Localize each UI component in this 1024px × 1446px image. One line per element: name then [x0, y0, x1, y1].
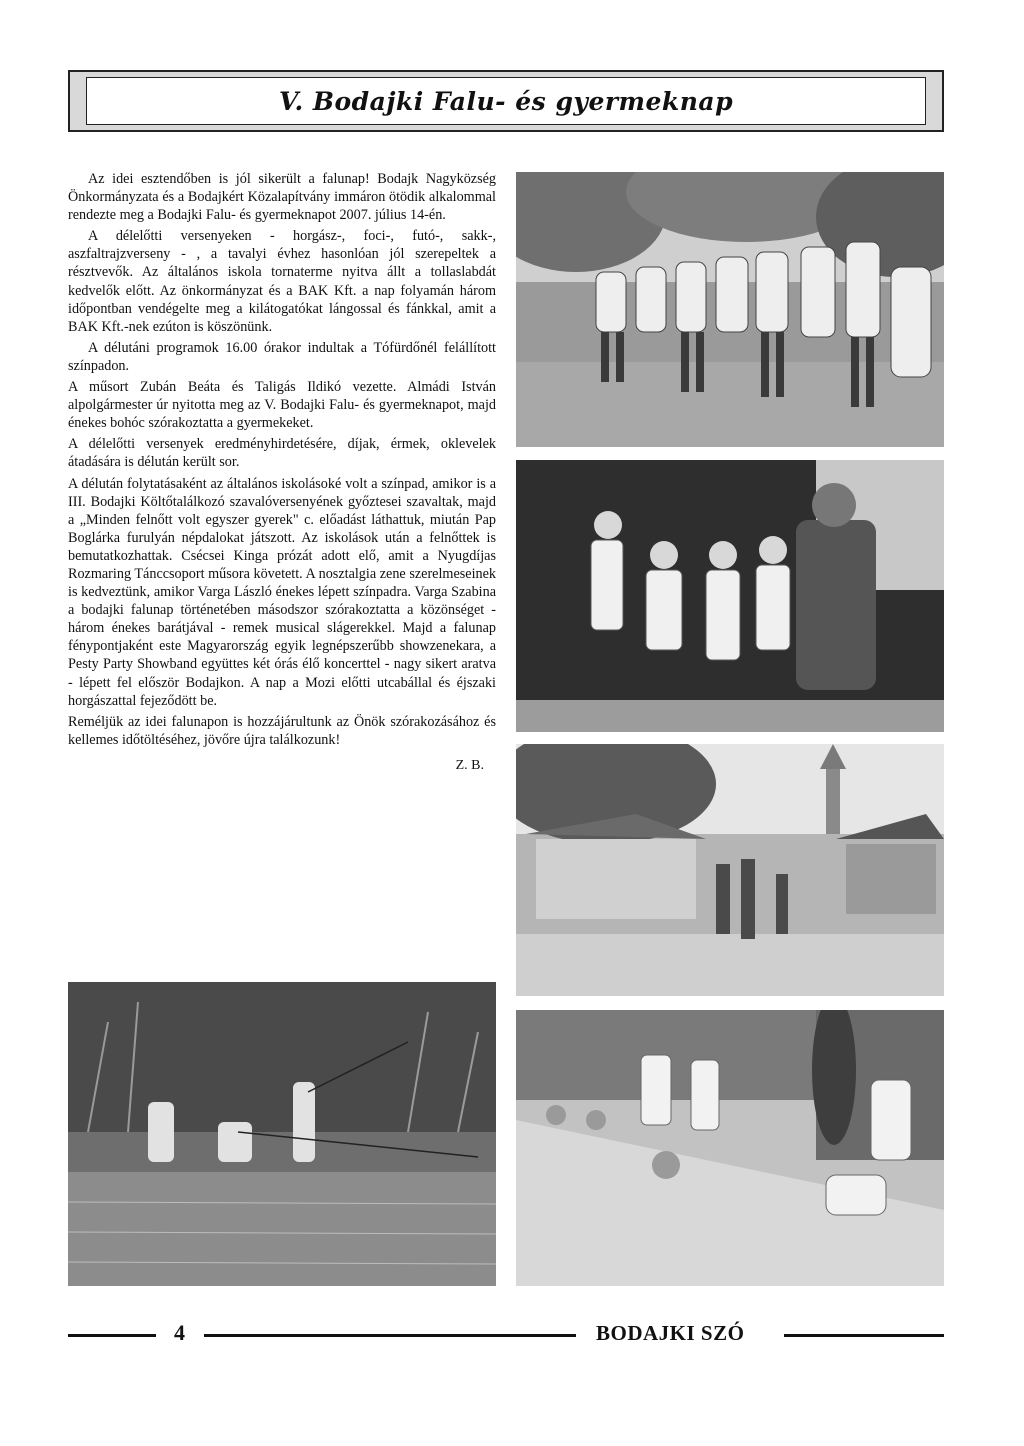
page-footer	[68, 1320, 944, 1350]
article-paragraph: A délelőtti versenyeken - horgász-, foci-, futó-, sakk-, aszfaltrajzverseny - , a tavalyi évhez hasonlóan jól szerepeltek a résztvevők. Az általános iskola tornaterme nyitva állt a tollaslabdát kedvelők előtt. Az önkormányzat és a BAK Kft. a nap folyamán három időpontban vendégelte meg a kilátogatókat lángossal és fánkkal, amit a BAK Kft.-nek ezúton is köszönünk.	[68, 228, 496, 335]
photo-stage-clown	[516, 460, 944, 732]
page-number: 4	[174, 1320, 185, 1345]
footer-rule	[784, 1334, 944, 1337]
article-paragraph: Reméljük az idei falunapon is hozzájárultunk az Önök szórakozásához és kellemes időtöltéséhez, jövőre újra találkozunk!	[68, 713, 496, 748]
photo-runners	[516, 172, 944, 447]
article-paragraph: A műsort Zubán Beáta és Taligás Ildikó vezette. Almádi István alpolgármester úr nyitotta meg az V. Bodajki Falu- és gyermeknapot, majd énekes bohóc szórakoztatta a gyermekeket.	[68, 379, 496, 432]
author-signature: Z. B.	[455, 757, 484, 773]
article-paragraph: A délutáni programok 16.00 órakor indultak a Tófürdőnél felállított színpadon.	[68, 339, 496, 374]
footer-rule	[204, 1334, 576, 1337]
photo-chalk-drawing	[516, 1010, 944, 1286]
article-body	[68, 170, 496, 775]
footer-rule	[68, 1334, 156, 1337]
article-paragraph: A délelőtti versenyek eredményhirdetésére, díjak, érmek, oklevelek átadására is délután került sor.	[68, 436, 496, 471]
article-paragraph: A délután folytatásaként az általános iskolásoké volt a színpad, amikor is a III. Bodajki Költőtalálkozó szavalóversenyének győztesei szavaltak, majd a „Minden felnőtt volt egyszer gyerek" c. előadást láthattuk, miután Pap Boglárka furulyán népdalokat játszott. Az iskolások után a felnőttek is bemutatkozhattak. Csécsei Kinga prózát adott elő, amit a Nyugdíjas Rozmaring Tánccsoport műsora követett. A nosztalgia zene szerelmeseinek is kedveztünk, amikor Varga László énekes lépett színpadra. Varga Szabina a bodajki falunap történetében másodszor szórakoztatta a közönséget - három énekes barátjával - remek musical slágerekkel. Majd a falunap fénypontjaként este Magyarország egyik legnépszerűbb showzenekara, a Pesty Party Showband együttes két órás élő koncerttel - nagy sikert aratva - lépett fel először Bodajkon. A nap a Mozi előtti utcabállal és éjszaki horgászattal fejeződött be.	[68, 475, 496, 709]
photo-market-stalls	[516, 744, 944, 996]
photo-anglers-lake	[68, 982, 496, 1286]
page-title: V. Bodajki Falu- és gyermeknap	[278, 86, 734, 116]
article-paragraph: Az idei esztendőben is jól sikerült a falunap! Bodajk Nagyközség Önkormányzata és a Bodajkért Közalapítvány immáron ötödik alkalommal rendezte meg a Bodajki Falu- és gyermeknapot 2007. július 14-én.	[68, 171, 496, 224]
magazine-name: BODAJKI SZÓ	[596, 1321, 745, 1345]
title-box	[86, 77, 926, 125]
title-banner	[68, 70, 944, 132]
